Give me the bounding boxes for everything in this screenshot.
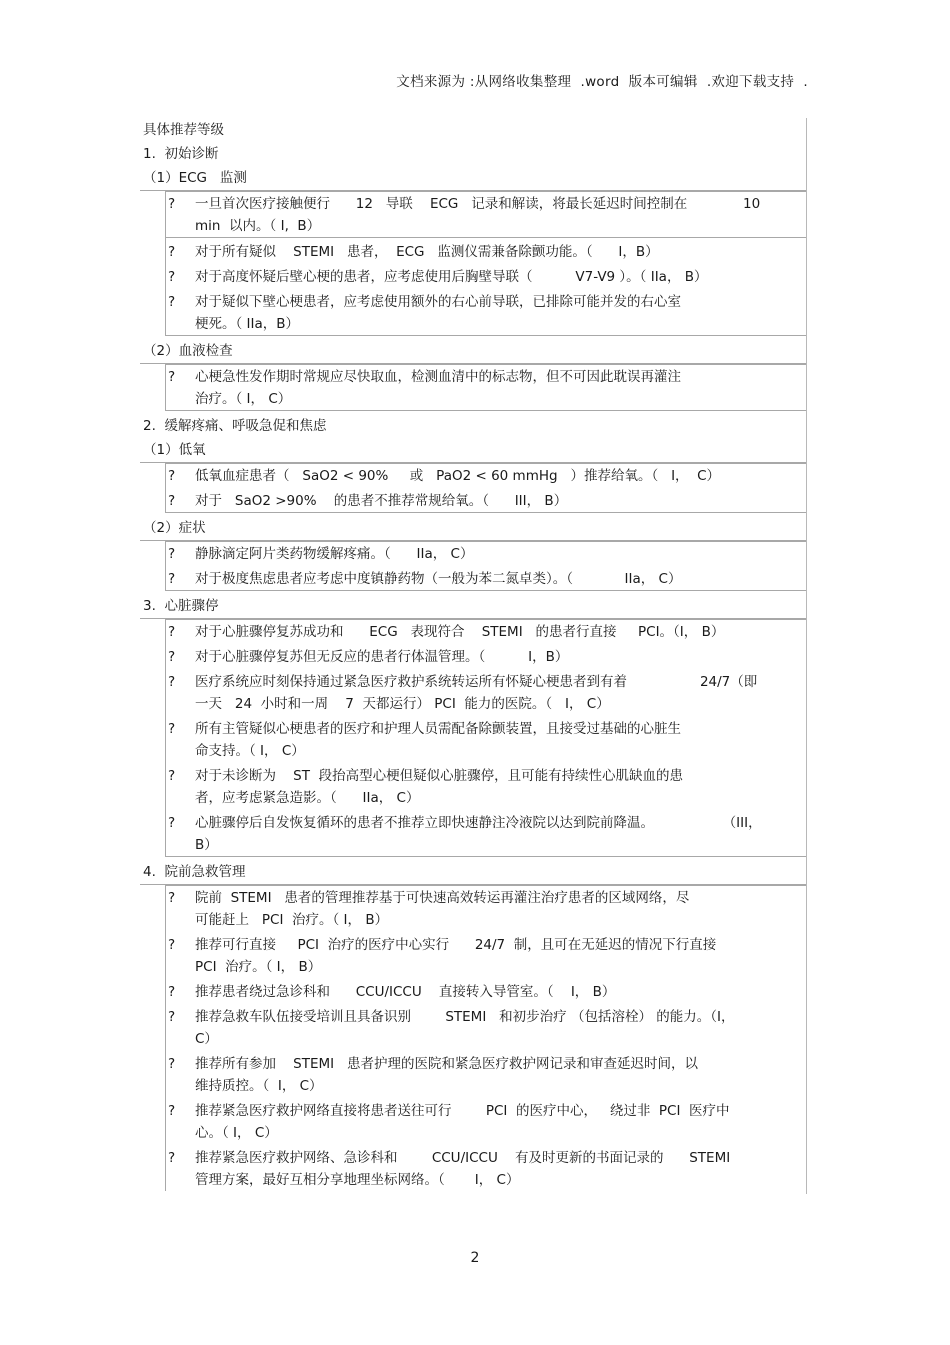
doc-title: 具体推荐等级 <box>143 122 224 138</box>
bullet-icon: ? <box>168 1056 176 1072</box>
document-body <box>140 118 807 1194</box>
section-1-sub-1-list <box>165 191 806 336</box>
section-4-title: 4. 院前急救管理 <box>140 860 806 885</box>
list-item: ? 医疗系统应时刻保持通过紧急医疗救护系统转运所有怀疑心梗患者到有着 24/7（即 一天 24 小时和一周 7 天都运行） PCI 能力的医院。（ I， C） <box>166 671 806 715</box>
bullet-icon: ? <box>168 269 176 285</box>
bullet-icon: ? <box>168 890 176 906</box>
section-2-sub-2: （2）症状 <box>140 516 806 541</box>
bullet-icon: ? <box>168 196 176 212</box>
bullet-icon: ? <box>168 1103 176 1119</box>
section-1-sub-1: （1）ECG 监测 <box>140 166 806 191</box>
list-item: ? 推荐紧急医疗救护网络、急诊科和 CCU/ICCU 有及时更新的书面记录的 STEMI 管理方案，最好互相分享地理坐标网络。（ I， C） <box>166 1147 806 1191</box>
bullet-icon: ? <box>168 369 176 385</box>
section-4-list <box>165 885 806 1191</box>
page-number: 2 <box>470 1250 480 1266</box>
list-item: ? 对于疑似下壁心梗患者，应考虑使用额外的右心前导联，已排除可能并发的右心室 梗死。（ IIa，B） <box>166 291 806 336</box>
bullet-icon: ? <box>168 815 176 831</box>
list-item: ? 推荐所有参加 STEMI 患者护理的医院和紧急医疗救护网记录和审查延迟时间，以 维持质控。（ I， C） <box>166 1053 806 1097</box>
bullet-icon: ? <box>168 937 176 953</box>
list-item: ? 一旦首次医疗接触便行 12 导联 ECG 记录和解读，将最长延迟时间控制在 10 min 以内。（ I, B） <box>166 193 806 238</box>
bullet-icon: ? <box>168 768 176 784</box>
list-item: ? 心脏骤停后自发恢复循环的患者不推荐立即快速静注冷液院以达到院前降温。 （III， B） <box>166 812 806 857</box>
list-item: ? 院前 STEMI 患者的管理推荐基于可快速高效转运再灌注治疗患者的区域网络，尽 可能赶上 PCI 治疗。（ I， B） <box>166 887 806 931</box>
section-2-sub-1-list <box>165 463 806 513</box>
bullet-icon: ? <box>168 571 176 587</box>
section-2-title: 2. 缓解疼痛、呼吸急促和焦虑 <box>143 418 327 434</box>
bullet-icon: ? <box>168 468 176 484</box>
bullet-icon: ? <box>168 624 176 640</box>
bullet-icon: ? <box>168 674 176 690</box>
section-1-sub-2-list <box>165 364 806 411</box>
bullet-icon: ? <box>168 984 176 1000</box>
bullet-icon: ? <box>168 546 176 562</box>
list-item: ? 推荐可行直接 PCI 治疗的医疗中心实行 24/7 制，且可在无延迟的情况下行直接 PCI 治疗。（ I， B） <box>166 934 806 978</box>
bullet-icon: ? <box>168 721 176 737</box>
bullet-icon: ? <box>168 649 176 665</box>
bullet-icon: ? <box>168 294 176 310</box>
list-item: ? 对于所有疑似 STEMI 患者， ECG 监测仪需兼备除颤功能。（ I，B） <box>166 241 806 263</box>
page-header: 文档来源为 :从网络收集整理 .word 版本可编辑 .欢迎下载支持 . <box>396 74 808 90</box>
list-item: ? 对于未诊断为 ST 段抬高型心梗但疑似心脏骤停，且可能有持续性心肌缺血的患 者，应考虑紧急造影。（ IIa， C） <box>166 765 806 809</box>
section-1-sub-2: （2）血液检查 <box>140 339 806 364</box>
bullet-icon: ? <box>168 1150 176 1166</box>
list-item: ? 静脉滴定阿片类药物缓解疼痛。（ IIa， C） <box>166 543 806 565</box>
list-item: ? 对于心脏骤停复苏成功和 ECG 表现符合 STEMI 的患者行直接 PCI。（I， B） <box>166 621 806 643</box>
section-2-sub-1: （1）低氧 <box>140 438 806 463</box>
bullet-icon: ? <box>168 493 176 509</box>
list-item: ? 对于高度怀疑后壁心梗的患者，应考虑使用后胸壁导联（ V7-V9 ）。（ IIa， B） <box>166 266 806 288</box>
list-item: ? 所有主管疑似心梗患者的医疗和护理人员需配备除颤装置，且接受过基础的心脏生 命支持。（ I， C） <box>166 718 806 762</box>
bullet-icon: ? <box>168 244 176 260</box>
list-item: ? 对于极度焦虑患者应考虑中度镇静药物（一般为苯二氮卓类）。（ IIa， C） <box>166 568 806 591</box>
bullet-icon: ? <box>168 1009 176 1025</box>
list-item: ? 心梗急性发作期时常规应尽快取血，检测血清中的标志物，但不可因此耽误再灌注 治疗。（ I， C） <box>166 366 806 411</box>
section-1-title: 1. 初始诊断 <box>143 146 219 162</box>
list-item: ? 低氧血症患者（ SaO2 < 90% 或 PaO2 < 60 mmHg ）推荐给氧。（ I， C） <box>166 465 806 487</box>
list-item: ? 对于心脏骤停复苏但无反应的患者行体温管理。（ I，B） <box>166 646 806 668</box>
list-item: ? 推荐紧急医疗救护网络直接将患者送往可行 PCI 的医疗中心， 绕过非 PCI 医疗中 心。（ I， C） <box>166 1100 806 1144</box>
section-3-title: 3. 心脏骤停 <box>140 594 806 619</box>
section-2-sub-2-list <box>165 541 806 591</box>
list-item: ? 对于 SaO2 >90% 的患者不推荐常规给氧。（ III， B） <box>166 490 806 513</box>
list-item: ? 推荐患者绕过急诊科和 CCU/ICCU 直接转入导管室。（ I， B） <box>166 981 806 1003</box>
list-item: ? 推荐急救车队伍接受培训且具备识别 STEMI 和初步治疗 （包括溶栓） 的能力。（I， C） <box>166 1006 806 1050</box>
section-3-list <box>165 619 806 857</box>
